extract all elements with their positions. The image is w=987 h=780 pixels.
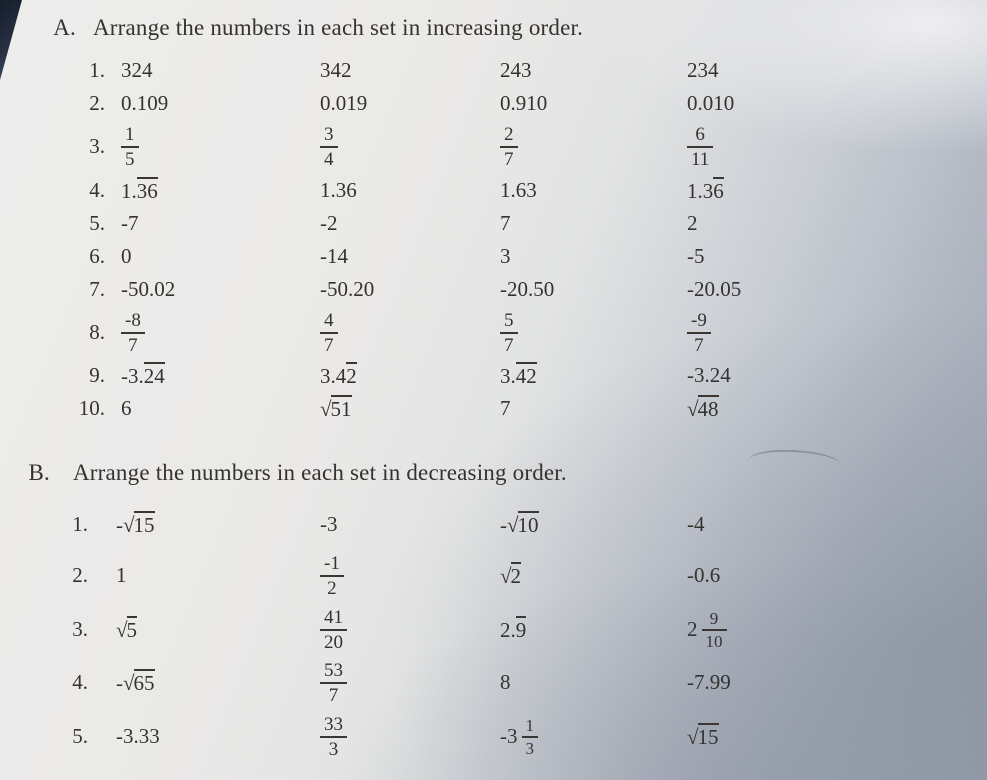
cell-value [105,244,320,269]
fraction-denominator: 7 [504,149,514,171]
fraction-numerator: 9 [702,609,727,631]
fraction-denominator: 4 [324,149,334,171]
decimal-part: 1.3 [687,178,714,203]
fraction [522,716,539,758]
cell-value [687,120,987,174]
cell-value [500,244,687,269]
cell-value [687,512,987,537]
cell-value [500,712,687,761]
worksheet-row [0,273,987,306]
fraction-numerator: -1 [320,553,344,577]
fraction-numerator: 4 [320,310,338,334]
fraction-denominator: 7 [504,334,514,356]
radical [116,618,137,642]
repeating-bar: 2 [346,364,357,389]
fraction [121,124,139,171]
cell-value [105,177,320,204]
row-number: 9. [89,363,105,388]
radical [687,397,719,421]
radicand: 65 [133,671,155,696]
radicand: 48 [697,397,719,422]
section-a-label: A. [53,15,76,40]
cell-value [687,211,987,236]
fraction-denominator: 2 [327,578,337,600]
cell-value [500,562,687,589]
fraction [320,660,347,707]
number-value: 0 [121,243,132,268]
cell-value [88,563,320,588]
number-value: -3 [320,511,338,536]
worksheet-row [0,499,987,549]
number-value: -0.6 [687,563,721,588]
fraction-denominator: 20 [324,631,343,653]
section-a [0,13,987,425]
number-value: 3 [500,243,511,268]
cell-value [320,306,500,360]
decimal-part: 3. [500,364,516,389]
repeating-bar: 36 [136,178,158,203]
cell-value [320,549,500,603]
number-value: -20.50 [500,276,555,301]
cell-value [500,91,687,116]
cell-value [500,178,687,203]
radicand: 15 [133,512,155,537]
radical [500,564,521,588]
decimal-part: 1. [121,178,137,203]
radicand: 10 [517,512,539,537]
section-b-rows [0,499,987,763]
whole-part: 2 [687,616,698,641]
worksheet-row [0,549,987,603]
cell-value [687,177,987,204]
fraction [687,310,711,357]
row-number: 8. [89,319,105,344]
repeating-decimal [500,364,537,388]
fraction-denominator: 10 [705,631,723,651]
radical-sign-icon: √ [500,564,511,589]
repeating-decimal [320,364,357,388]
number-value: -14 [320,243,348,268]
worksheet-row [0,392,987,425]
cell-value [320,603,500,657]
cell-value [88,511,320,538]
radicand: 15 [697,724,719,749]
fraction-denominator: 7 [324,334,334,356]
cell-value [500,58,687,83]
fraction [320,714,347,761]
radical-sign-icon: √ [507,512,518,537]
repeating-bar: 6 [713,178,724,203]
cell-value [105,306,320,360]
cell-value [500,511,687,538]
worksheet-row [0,54,987,87]
fraction-denominator: 7 [694,334,704,356]
worksheet-row [0,240,987,273]
cell-value [105,396,320,421]
cell-value [500,120,687,174]
fraction [320,607,347,654]
cell-value [687,363,987,388]
fraction [702,609,727,651]
number-value: 1.36 [320,177,357,202]
row-number: 4. [89,177,105,202]
section-b-title: Arrange the numbers in each set in decreasing order. [73,460,567,486]
cell-value [320,120,500,174]
repeating-bar: 24 [143,364,165,389]
fraction [320,124,338,171]
row-number: 6. [89,243,105,268]
section-b-label: B. [28,460,50,486]
cell-value [320,362,500,389]
cell-value [320,58,500,83]
negative-sign: - [116,671,123,696]
section-a-rows [0,54,987,425]
mixed-number [500,712,538,761]
worksheet-row [0,174,987,207]
fraction-numerator: 5 [500,310,518,334]
row-number: 10. [78,396,105,421]
cell-value [320,244,500,269]
fraction-denominator: 5 [125,149,135,171]
fraction-denominator: 11 [691,149,710,171]
radical [320,397,352,421]
section-b-header [0,458,987,488]
number-value: -50.02 [121,276,176,301]
cell-value [687,277,987,302]
radical-sign-icon: √ [123,512,134,537]
decimal-part: 3.4 [320,364,347,389]
cell-value [320,710,500,764]
worksheet-row [0,359,987,392]
cell-value [320,91,500,116]
number-value: -3.33 [116,723,160,748]
cell-value [500,277,687,302]
fraction-denominator: 7 [128,334,138,356]
cell-value [687,306,987,360]
number-value: 7 [500,396,511,421]
number-value: 7 [500,210,511,235]
cell-value [687,605,987,654]
cell-value [500,306,687,360]
repeating-decimal [121,179,158,203]
worksheet-row [0,603,987,657]
fraction-numerator: -8 [121,310,145,334]
radical-sign-icon: √ [320,397,331,422]
cell-value [687,395,987,422]
cell-value [88,616,320,643]
cell-value [320,395,500,422]
fraction-numerator: 1 [522,716,539,738]
fraction-denominator: 7 [328,685,339,707]
fraction-numerator: -9 [687,310,711,334]
row-number: 2. [72,563,88,588]
fraction-numerator: 2 [500,124,518,148]
number-value: -4 [687,511,705,536]
worksheet-row [0,306,987,360]
cell-value [105,362,320,389]
repeating-decimal [500,618,526,642]
cell-value [687,58,987,83]
radical [500,513,539,537]
number-value: 324 [121,58,153,82]
fraction-numerator: 53 [320,660,347,684]
fraction [121,310,145,357]
cell-value [500,211,687,236]
cell-value [687,670,987,695]
row-number: 5. [72,723,88,748]
repeating-decimal [687,179,724,203]
cell-value [88,669,320,696]
row-number: 1. [72,511,88,536]
cell-value [320,211,500,236]
number-value: -7 [121,210,139,235]
cell-value [105,91,320,116]
cell-value [320,656,500,710]
radicand: 2 [510,564,522,589]
worksheet-row [0,87,987,120]
fraction [320,310,338,357]
row-number: 1. [89,58,105,82]
cell-value [105,58,320,83]
cell-value [105,277,320,302]
whole-part: -3 [500,723,518,748]
number-value: 1 [116,563,127,588]
row-number: 2. [89,91,105,115]
row-number: 3. [89,134,105,159]
number-value: 8 [500,670,511,695]
worksheet-row [0,656,987,710]
fraction [500,124,518,171]
cell-value [687,91,987,116]
worksheet-row [0,207,987,240]
number-value: -7.99 [687,670,731,695]
negative-sign: - [500,512,507,537]
mixed-number [687,605,727,654]
cell-value [105,211,320,236]
cell-value [500,396,687,421]
negative-sign: - [116,512,123,537]
radical-sign-icon: √ [123,671,134,696]
number-value: 0.910 [500,91,548,115]
worksheet-row [0,710,987,764]
number-value: 243 [500,58,532,82]
radical-sign-icon: √ [687,397,698,422]
row-number: 5. [89,210,105,235]
fraction [320,553,344,600]
fraction-numerator: 41 [320,607,347,631]
number-value: 1.63 [500,177,537,202]
fraction-numerator: 6 [687,124,713,148]
number-value: 342 [320,58,352,82]
cell-value [687,723,987,750]
cell-value [500,616,687,643]
number-value: -3.24 [687,363,731,388]
cell-value [500,362,687,389]
row-number: 3. [72,616,88,641]
number-value: 0.010 [687,91,735,115]
radical [116,671,155,695]
number-value: 6 [121,396,132,421]
number-value: -50.20 [320,276,375,301]
number-value: -5 [687,243,705,268]
fraction-denominator: 3 [525,738,534,758]
cell-value [105,120,320,174]
cell-value [320,277,500,302]
radicand: 51 [330,397,352,422]
worksheet-row [0,120,987,174]
number-value: 234 [687,58,719,82]
fraction [500,310,518,357]
row-number: 7. [89,276,105,301]
fraction-denominator: 3 [328,738,339,760]
decimal-part: 2. [500,617,516,642]
cell-value [687,244,987,269]
cell-value [320,512,500,537]
repeating-decimal [121,364,165,388]
radical-sign-icon: √ [116,617,127,642]
number-value: 0.019 [320,91,368,115]
number-value: 0.109 [121,91,169,115]
fraction-numerator: 1 [121,124,139,148]
radical [687,725,719,749]
row-number: 4. [72,670,88,695]
section-b [0,458,987,763]
cell-value [687,563,987,588]
cell-value [88,724,320,749]
repeating-bar: 42 [515,364,537,389]
number-value: -20.05 [687,276,742,301]
fraction [687,124,713,171]
cell-value [500,670,687,695]
radical-sign-icon: √ [687,724,698,749]
repeating-bar: 9 [515,617,527,642]
section-a-title: Arrange the numbers in each set in increasing order. [93,15,584,40]
fraction-numerator: 33 [320,714,347,738]
radicand: 5 [126,617,138,642]
number-value: -2 [320,210,338,235]
radical [116,513,155,537]
decimal-part: -3. [121,364,144,389]
section-a-header [0,13,987,43]
number-value: 2 [687,210,698,235]
cell-value [320,178,500,203]
fraction-numerator: 3 [320,124,338,148]
